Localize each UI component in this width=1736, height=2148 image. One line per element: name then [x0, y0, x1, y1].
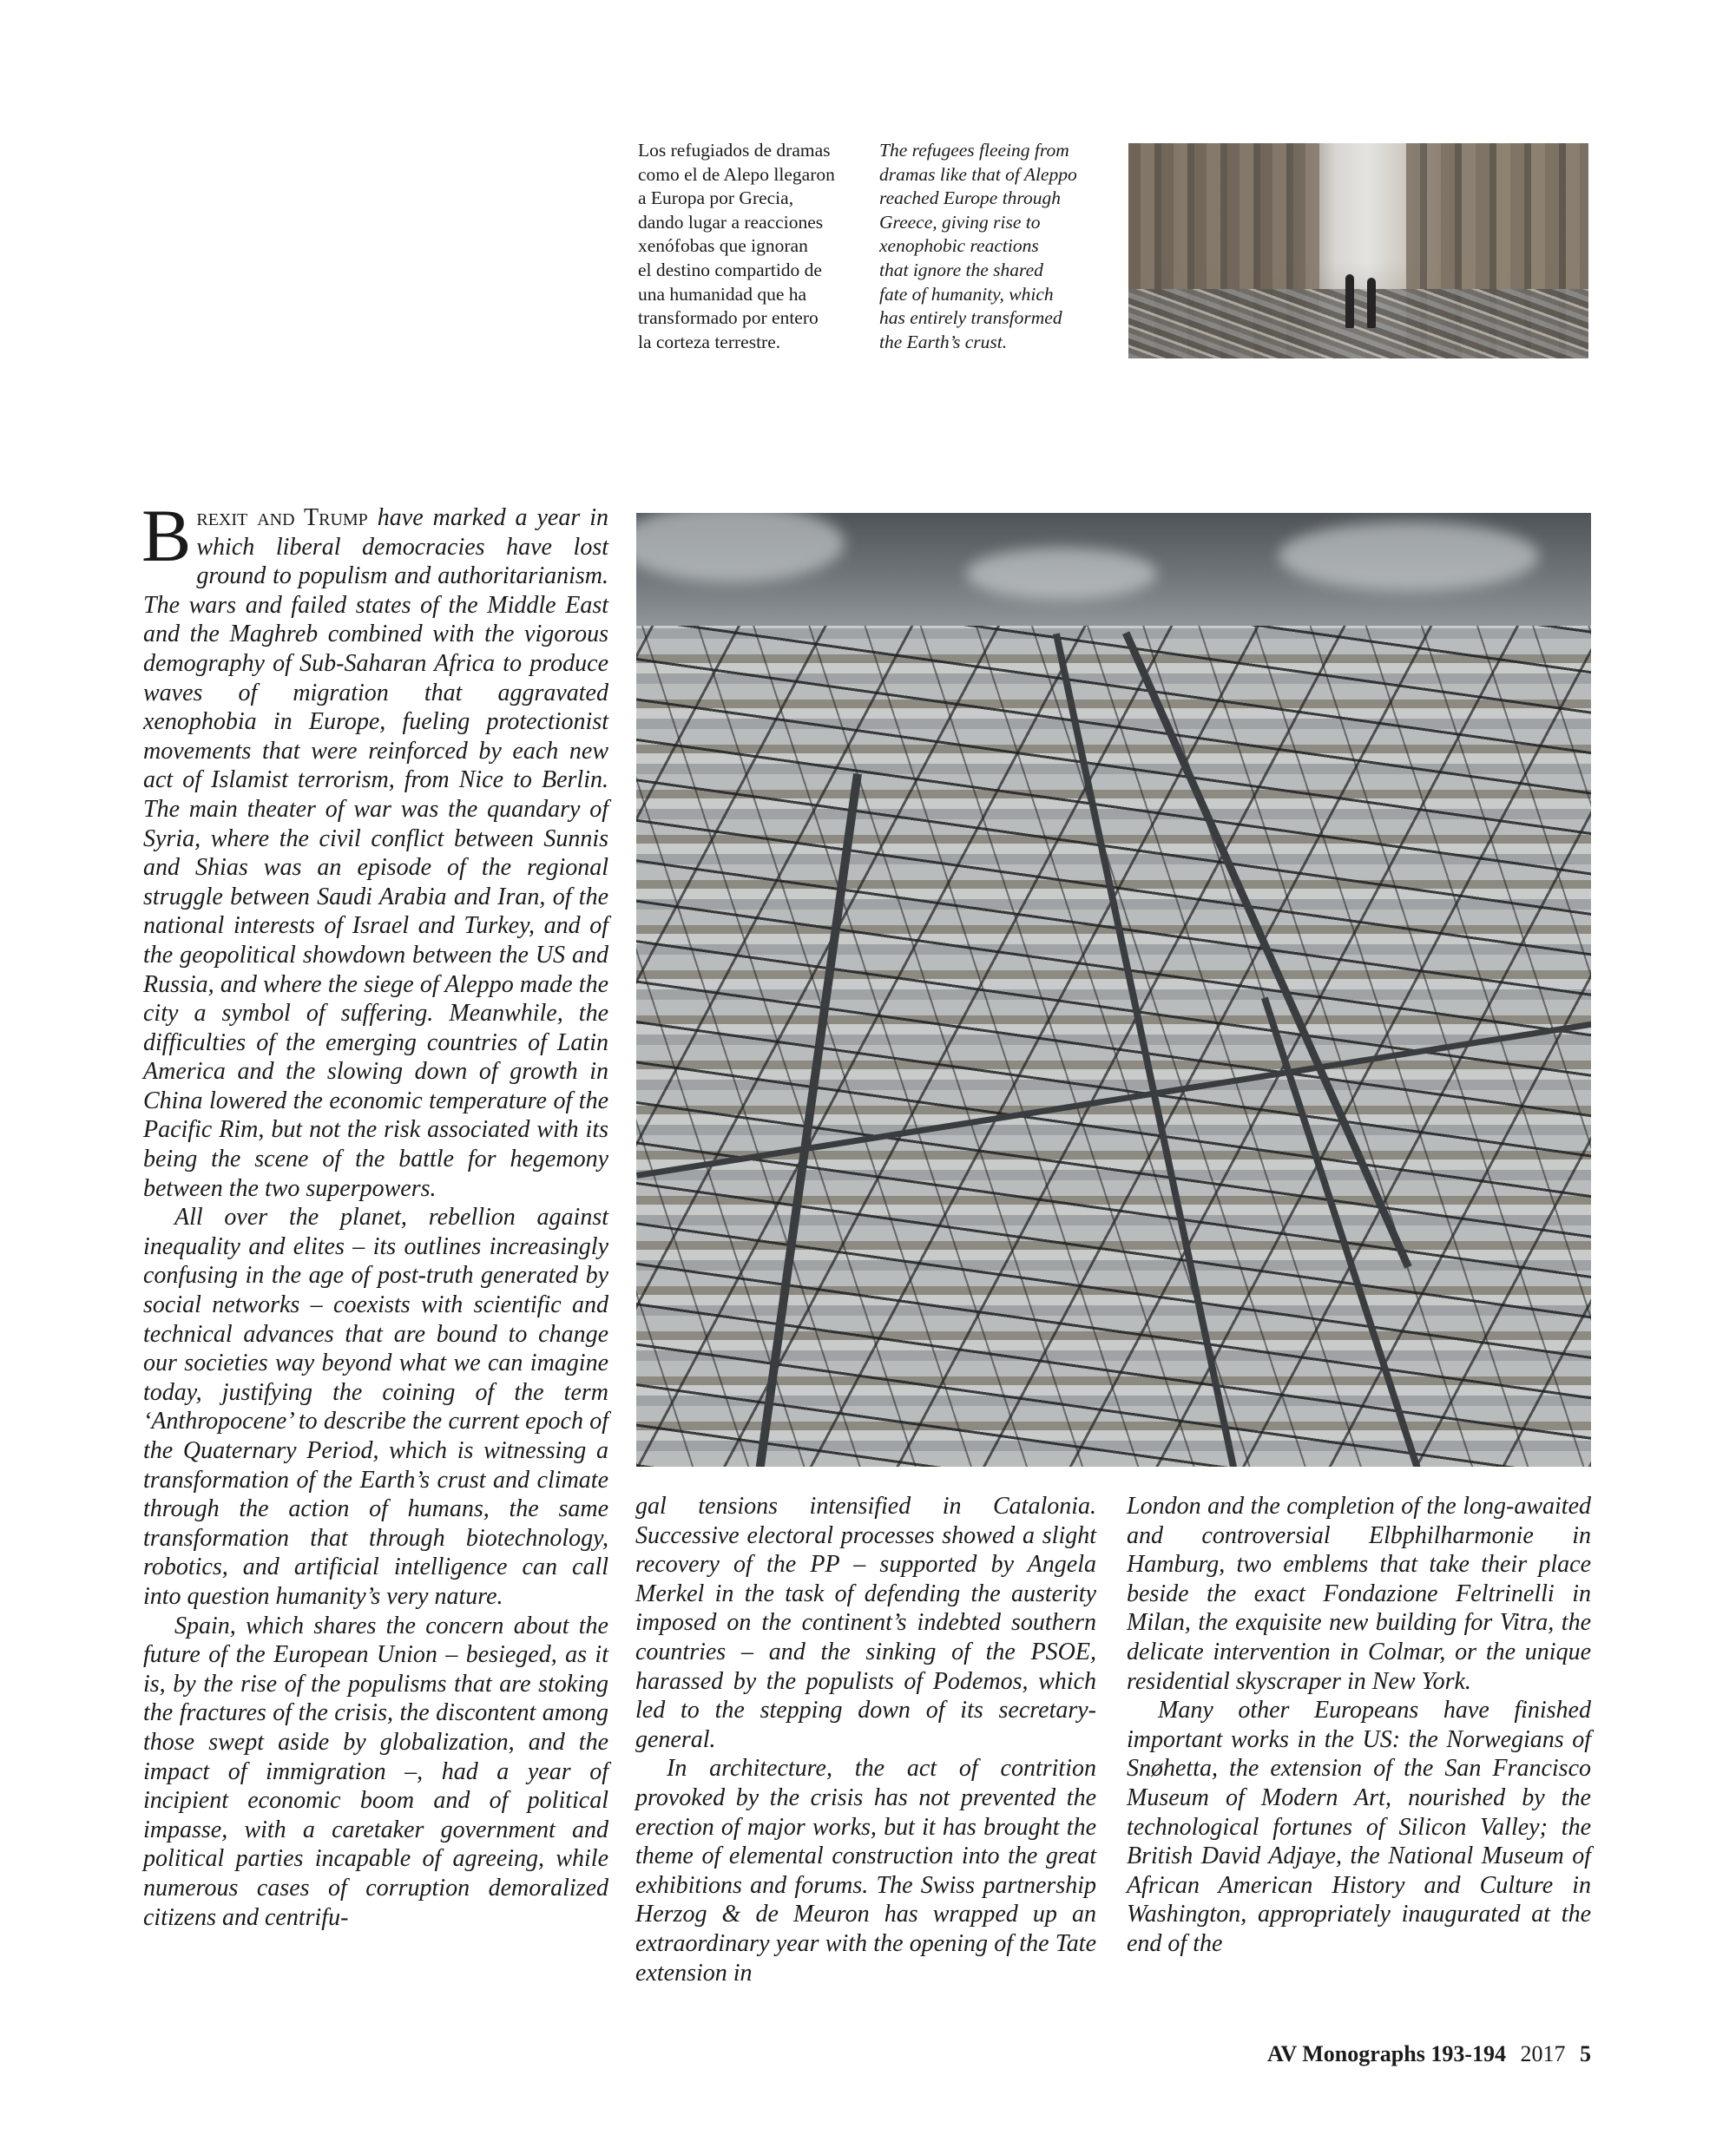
caption-line: como el de Alepo llegaron [638, 163, 835, 185]
article-paragraph: Spain, which shares the concern about the future of the European Union – besieged, as it is, by the rise of the populisms that are stoking the fractures of the crisis, the discontent among those swept aside by globalization, and the impact of immigration –, had a year of incipient economic boom and of political impasse, with a caretaker government and political parties incapable of agreeing, while numerous cases of corruption demoralized citizens and centrifu- [143, 1612, 608, 1931]
publication-title: AV Monographs 193-194 [1267, 2041, 1506, 2066]
caption-line: una humanidad que ha [638, 283, 807, 305]
caption-line: transformado por entero [638, 307, 819, 329]
rubble [1128, 289, 1588, 358]
cloud [1279, 522, 1539, 591]
caption-line: dramas like that of Aleppo [879, 163, 1077, 185]
caption-line: Los refugiados de dramas [638, 140, 831, 161]
page-footer [1267, 2041, 1591, 2067]
publication-year: 2017 [1520, 2041, 1566, 2066]
lead-in-smallcaps: rexit and Trump [196, 504, 368, 531]
paragraph-text: have marked a year in which liberal democracies have lost ground to populism and authoritarianism. The wars and failed states of the Middle East and the Maghreb combined with the vigorous demography of Sub-Saharan Africa to produce waves of migration that aggravated xenophobia in Europe, fueling protectionist movements that were reinforced by each new act of Islamist terrorism, from Nice to Berlin. The main theater of war was the quandary of Syria, where the civil conflict between Sunnis and Shias was an episode of the regional struggle between Saudi Arabia and Iran, of the national interests of Israel and Turkey, and of the geopolitical showdown between the US and Russia, and where the siege of Aleppo made the city a symbol of suffering. Meanwhile, the difficulties of the emerging countries of Latin America and the slowing down of growth in China lowered the economic temperature of the Pacific Rim, but not the risk associated with its being the scene of the battle for hegemony between the two superpowers. [143, 504, 609, 1202]
caption-line: dando lugar a reacciones [638, 211, 824, 233]
aerial-greenhouses-photo [636, 513, 1591, 1467]
article-paragraph: London and the completion of the long-awaited and controversial Elbphilharmonie in Hamburg, two emblems that take their place beside the exact Fondazione Feltrinelli in Milan, the exquisite new building for Vitra, the delicate intervention in Colmar, or the unique residential skyscraper in New York. [1127, 1493, 1591, 1695]
article-paragraph: Many other Europeans have finished important works in the US: the Norwegians of Snøhetta, the extension of the San Francisco Museum of Modern Art, nourished by the technological fortunes of Silicon Valley; the British David Adjaye, the National Museum of African American History and Culture in Washington, appropriately inaugurated at the end of the [1127, 1697, 1591, 1957]
caption-line: la corteza terrestre. [638, 331, 781, 352]
article-paragraph: All over the planet, rebellion against inequality and elites – its outlines increasingly confusing in the age of post-truth generated by social networks – coexists with scientific and technical advances that are bound to change our societies way beyond what we can imagine today, justifying the coining of the term ‘Anthropocene’ to describe the current epoch of the Quaternary Period, which is witnessing a transformation of the Earth’s crust and climate through the action of humans, the same transformation that through biotechnology, robotics, and artificial intelligence can call into question humanity’s very nature. [143, 1204, 608, 1610]
article-column-right [1127, 1492, 1591, 1959]
article-paragraph: gal tensions intensified in Catalonia. Successive electoral processes showed a slight recovery of the PP – supported by Angela Merkel in the task of defending the austerity imposed on the continent’s indebted southern countries – and the sinking of the PSOE, harassed by the populists of Podemos, which led to the stepping down of its secretary-general. [635, 1493, 1096, 1753]
person-figure [1367, 278, 1376, 328]
article-paragraph: In architecture, the act of contrition provoked by the crisis has not prevented the erection of major works, but it has brought the theme of elemental construction into the great exhibitions and forums. The Swiss partnership Herzog & de Meuron has wrapped up an extraordinary year with the opening of the Tate extension in [635, 1755, 1096, 1987]
caption-line: reached Europe through [879, 187, 1061, 209]
page-number: 5 [1580, 2041, 1591, 2066]
caption-line: the Earth’s crust. [879, 331, 1008, 352]
caption-line: has entirely transformed [879, 307, 1062, 329]
cloud [966, 548, 1157, 600]
caption-line: that ignore the shared [879, 259, 1043, 280]
caption-line: The refugees fleeing from [879, 140, 1069, 161]
caption-english [879, 139, 1101, 354]
person-figure [1345, 274, 1354, 328]
caption-line: el destino compartido de [638, 259, 822, 280]
caption-line: Greece, giving rise to [879, 211, 1041, 233]
caption-spanish [638, 139, 859, 354]
article-paragraph [141, 494, 609, 1203]
caption-line: fate of humanity, which [879, 283, 1054, 305]
caption-line: xenófobas que ignoran [638, 235, 808, 257]
article-column-middle [635, 1492, 1096, 1987]
caption-line: xenophobic reactions [879, 235, 1039, 257]
aleppo-ruins-photo [1128, 143, 1588, 358]
caption-line: a Europa por Grecia, [638, 187, 794, 209]
drop-cap: B [141, 494, 192, 577]
article-column-left [141, 494, 609, 1932]
